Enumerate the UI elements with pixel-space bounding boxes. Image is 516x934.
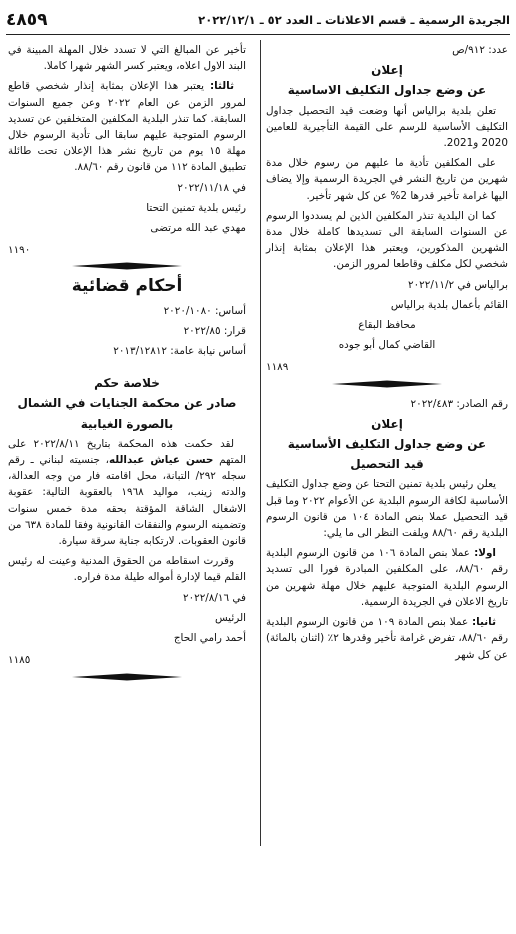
ad1-signature	[266, 277, 508, 354]
ad2-title-line-2: قيد التحصيل	[350, 457, 424, 472]
ad1-number: عدد: ٩١٢/ص	[452, 44, 508, 56]
ad2-item-2-text: عملا بنص المادة ١٠٩ من قانون الرسوم البلدية رقم ٨٨/٦٠، تفرض غرامة تأخير وقدرها ٢٪ (اثنان بالمائة) عن كل شهر	[266, 616, 509, 661]
ruling-text-a: لقد حكمت هذه المحكمة بتاريخ ٢٠٢٢/٨/١١ على المتهم	[8, 437, 247, 467]
ruling-sig-date: في ٢٠٢٢/٨/١٦	[182, 591, 246, 604]
summary-label: خلاصة حكم	[94, 376, 160, 391]
section-title: أحكام قضائية	[71, 276, 183, 297]
ad2-label: إعلان	[371, 416, 403, 431]
ad2-item-1-label: اولا:	[474, 547, 496, 560]
separator-ornament	[72, 673, 182, 681]
ad2-paragraph-1: يعلن رئيس بلدية تمنين التحتا عن وضع جداول التكليف الأساسية لكافة الرسوم البلدية عن الأعوام ٢٠٢٢ وما قبل قيد التحصيل عملا بنص المادة ١٠٤ من قانون الرسوم البلدية رقم ٨٨/٦٠ ويلفت النظر الى ما يلي:	[266, 478, 509, 540]
ad1-paragraph-1: تعلن بلدية برالياس أنها وضعت قيد التحصيل جداول التكليف الأساسية للرسم على القيمة التأجيرية للعامين 2020 و2021.	[266, 104, 508, 150]
ad2-title-line-1: عن وضع جداول التكليف الأساسية	[287, 437, 487, 452]
ad2-item-3-text: يعتبر هذا الإعلان بمثابة إنذار شخصي قاطع لمرور الزمن عن العام ٢٠٢٢ وعن جميع السنوات السابقة. كما تنذر البلدية المكلفين المتخلفين عن تسديد الرسوم المتوجبة عليهم سابقا الى تأدية الرسوم خلال مهلة ١٥ يوم من تاريخ نشر هذا الإعلان تحت طائلة تطبيق المادة ١١٢ من قانون رقم ٨٨/٦٠.	[8, 80, 246, 174]
ad2-sig-line-2: مهدي عبد الله مرتضى	[150, 222, 246, 235]
ruling-signature	[8, 590, 246, 647]
gazette-title: الجريدة الرسمية ـ قسم الاعلانات ـ العدد ٥٢ ـ ٢٠٢٢/١٢/١	[198, 13, 510, 27]
ad2-sig-line-1: رئيس بلدية تمنين التحتا	[146, 201, 246, 214]
ruling-defendant-name: حسن عياش عبدالله	[108, 454, 214, 467]
ad2-item-1-text: عملا بنص المادة ١٠٦ من قانون الرسوم البلدية رقم ٨٨/٦٠، على المكلفين المبادرة فورا الى تسديد الرسوم البلدية المتوجبة عليهم خلال مهلة شهرين من تاريخ الاعلان في الجريدة الرسمية.	[266, 547, 509, 608]
ad2-ref-number: ١١٩٠	[8, 244, 31, 257]
ad1-sig-line-3: القاضي كمال أبو جوده	[338, 339, 436, 352]
ad2-item-2-label: ثانيا:	[471, 616, 496, 629]
left-column	[8, 42, 246, 689]
separator-ornament	[332, 380, 442, 388]
ad1-sig-line-1: القائم بأعمال بلدية برالياس	[390, 298, 508, 311]
ad2-continuation: تأخير عن المبالغ التي لا تسدد خلال المهلة المبينة في البند الاول اعلاه، ويعتبر كسر الشهر شهرا كاملا.	[8, 44, 246, 73]
ad2-sig-date: في ٢٠٢٢/١١/١٨	[177, 181, 246, 194]
ad2-item-1	[266, 545, 508, 610]
ruling-text-b: ، جنسيته لبناني ـ رقم سجله ٢٩٢/ التبانة، محل اقامته فار من وجه العدالة، والدته زينب، مواليد ١٩٦٨ بالعقوبة التالية: عقوبة الاشغال الشاقة المؤقتة بحقه مدة خمس سنوات وتضمينه الرسوم والنفقات القانونية وفقا للمادة ٦٣٨ من قانون العقوبات. لارتكابه جناية سرقة سيارة.	[8, 454, 246, 548]
ruling-sig-line-1: الرئيس	[214, 611, 246, 624]
court-line-1: صادر عن محكمة الجنايات في الشمال	[17, 396, 237, 411]
column-divider	[260, 40, 261, 846]
ad2-item-3	[8, 78, 246, 175]
case-number-2: قرار: ٢٠٢٢/٨٥	[183, 324, 246, 337]
case-number-1: أساس: ٢٠٢٠/١٠٨٠	[163, 304, 246, 317]
ad1-sig-line-2: محافظ البقاع	[358, 319, 416, 332]
ad1-paragraph-3: كما ان البلدية تنذر المكلفين الذين لم يسددوا الرسوم عن السنوات السابقة الى تسديدها كاملة خلال مدة الشهرين المذكورين، ويعتبر هذا الإعلان بمثابة إنذار شخصي لكل مكلف وقاطعا لمرور الزمن.	[266, 209, 508, 271]
right-column	[266, 42, 508, 667]
page-number: ٤٨٥٩	[6, 10, 48, 30]
ad2-signature	[8, 180, 246, 237]
ad1-title: عن وضع جداول التكليف الاساسية	[287, 83, 487, 98]
ad1-label: إعلان	[371, 63, 403, 78]
page-header	[6, 8, 510, 35]
ad2-number: رقم الصادر: ٢٠٢٢/٤٨٣	[410, 397, 508, 410]
case-number-3: أساس نيابة عامة: ٢٠١٣/١٢٨١٢	[113, 345, 246, 358]
ruling-ref-number: ١١٨٥	[8, 654, 31, 667]
ad2-item-2	[266, 614, 508, 663]
separator-ornament	[72, 262, 182, 270]
ruling-paragraph-2: وقررت اسقاطه من الحقوق المدنية وعينت له رئيس القلم قيما لإدارة أمواله طيلة مدة فراره.	[8, 555, 246, 584]
ad1-paragraph-2: على المكلفين تأدية ما عليهم من رسوم خلال مدة شهرين من تاريخ النشر في الجريدة الرسمية وإلا يضاف اليها غرامة تأخير قدرها 2% عن كل شهر تأخير.	[266, 157, 508, 202]
ruling-paragraph	[8, 436, 246, 549]
ad1-ref-number: ١١٨٩	[266, 361, 289, 374]
ruling-sig-line-2: أحمد رامي الحاج	[173, 632, 246, 645]
court-line-2: بالصورة الغيابية	[80, 416, 174, 431]
ad1-sig-date: برالياس في ٢٠٢٢/١١/٢	[408, 278, 508, 291]
ad2-item-3-label: ثالثا:	[209, 80, 234, 93]
